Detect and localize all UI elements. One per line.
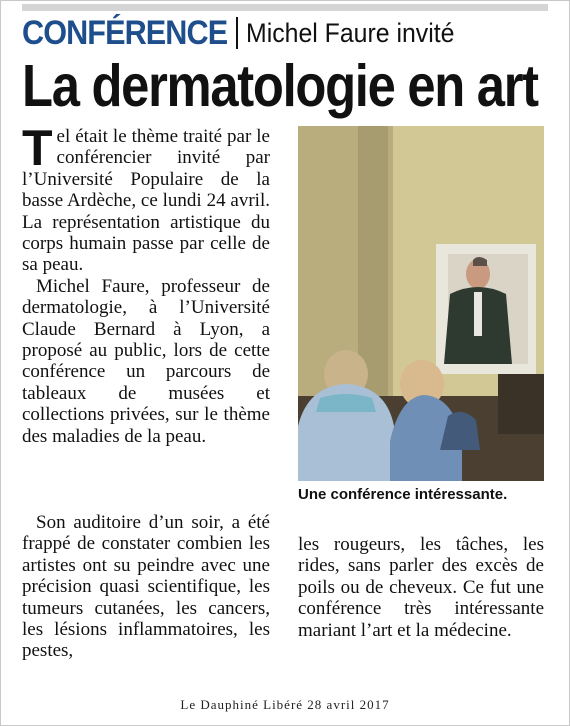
article-column-1-lower bbox=[22, 512, 270, 662]
article-column-1 bbox=[22, 120, 270, 447]
paragraph-4: les rougeurs, les tâches, les rides, sans parler des excès de poils ou de cheveux. Ce fut une conférence très intéressante mariant l’art et la médecine. bbox=[298, 534, 544, 641]
paragraph-3: Son auditoire d’un soir, a été frappé de constater combien les artistes ont su peindre avec une précision quasi scientifique, les tumeurs cutanées, les cancers, les lésions inflammatoires, les pestes, bbox=[22, 512, 270, 662]
header-rule bbox=[22, 4, 548, 11]
photo-caption: Une conférence intéressante. bbox=[298, 486, 508, 503]
source-footer: Le Dauphiné Libéré 28 avril 2017 bbox=[180, 697, 390, 712]
rubric-label: CONFÉRENCE bbox=[22, 13, 228, 52]
paragraph-1-text: el était le thème traité par le conférencier invité par l’Université Populaire de la basse Ardèche, ce lundi 24 avril. La représentation artistique du corps humain passe par celle de sa peau. bbox=[22, 126, 270, 276]
photo-illustration bbox=[298, 126, 544, 481]
headline: La dermatologie en art bbox=[22, 53, 538, 119]
article-column-2 bbox=[298, 534, 544, 641]
drop-cap: T bbox=[22, 120, 53, 176]
kicker bbox=[22, 13, 473, 53]
paragraph-2: Michel Faure, professeur de dermatologie, à l’Université Claude Bernard à Lyon, a proposé au public, lors de cette conférence un parcours de tableaux de musées et collections privées, sur le thème des maladies de la peau. bbox=[22, 275, 270, 447]
paragraph-1 bbox=[22, 120, 270, 276]
kicker-separator bbox=[236, 17, 238, 49]
kicker-subtitle: Michel Faure invité bbox=[246, 17, 455, 48]
conference-photo bbox=[298, 126, 544, 481]
